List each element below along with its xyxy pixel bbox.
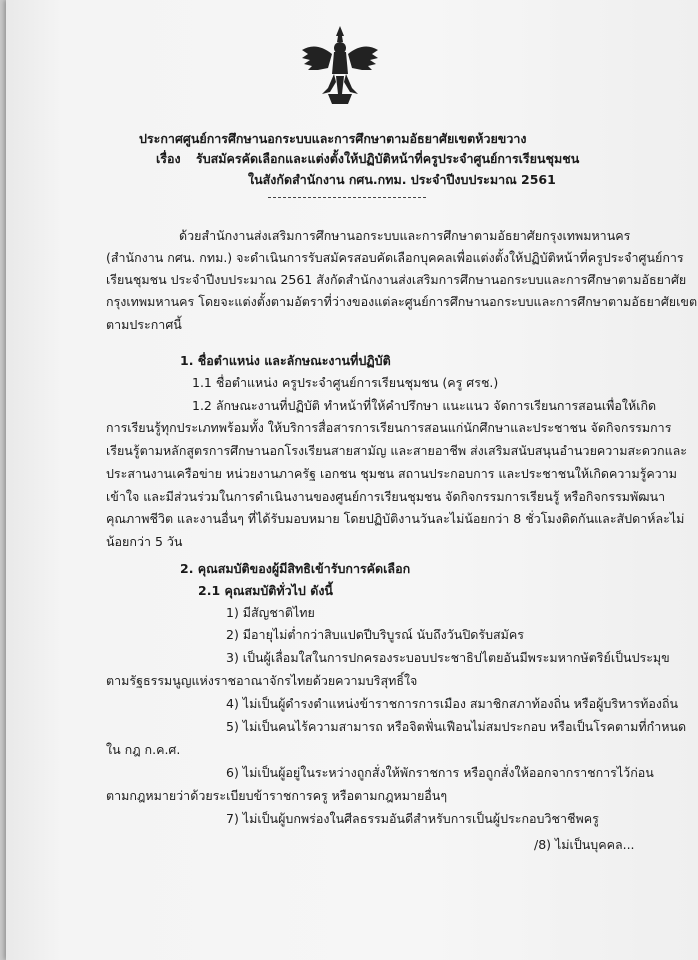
qualification-item: 3) เป็นผู้เลื่อมใสในการปกครองระบอบประชาธิปไตยอันมีพระมหากษัตริย์เป็นประมุข xyxy=(226,650,670,665)
section-1-body-line: 1.2 ลักษณะงานที่ปฏิบัติ ทำหน้าที่ให้คำปรึกษา แนะแนว จัดการเรียนการสอนเพื่อให้เกิด xyxy=(192,398,657,413)
qualification-item: 5) ไม่เป็นคนไร้ความสามารถ หรือจิตฟั่นเฟือนไม่สมประกอบ หรือเป็นโรคตามที่กำหนด xyxy=(226,719,687,734)
section-2-subheading: 2.1 คุณสมบัติทั่วไป ดังนี้ xyxy=(198,583,333,598)
section-2-heading: 2. คุณสมบัติของผู้มีสิทธิเข้ารับการคัดเลือก xyxy=(180,561,411,576)
intro-line: เรียนชุมชน ประจำปีงบประมาณ 2561 สังกัดสำนักงานส่งเสริมการศึกษานอกระบบและการศึกษาตามอัธยาศัย xyxy=(106,272,687,287)
intro-line: กรุงเทพมหานคร โดยจะแต่งตั้งตามอัตราที่ว่างของแต่ละศูนย์การศึกษานอกระบบและการศึกษาตามอัธยาศัยเขต xyxy=(106,294,698,309)
subject-label: เรื่อง xyxy=(156,151,181,166)
section-1-body-line: ประสานงานเครือข่าย หน่วยงานภาครัฐ เอกชน ชุมชน สถานประกอบการ และประชาชนให้เกิดความรู้ความ xyxy=(106,466,678,481)
announcement-subtitle: ในสังกัดสำนักงาน กศน.กทม. ประจำปีงบประมาณ 2561 xyxy=(248,172,556,187)
section-1-item: 1.1 ชื่อตำแหน่ง ครูประจำศูนย์การเรียนชุมชน (ครู ศรช.) xyxy=(192,375,499,390)
qualification-item: ตามรัฐธรรมนูญแห่งราชอาณาจักรไทยด้วยความบริสุทธิ์ใจ xyxy=(106,673,418,688)
section-1-body-line: เข้าใจ และมีส่วนร่วมในการดำเนินงานของศูนย์การเรียนชุมชน จัดกิจกรรมการเรียนรู้ หรือกิจกรรมพัฒนา xyxy=(106,489,666,504)
document-page xyxy=(6,0,698,960)
qualification-item: 6) ไม่เป็นผู้อยู่ในระหว่างถูกสั่งให้พักราชการ หรือถูกสั่งให้ออกจากราชการไว้ก่อน xyxy=(226,765,654,780)
intro-line: (สำนักงาน กศน. กทม.) จะดำเนินการรับสมัครสอบคัดเลือกบุคคลเพื่อแต่งตั้งให้ปฏิบัติหน้าที่ครูประจำศูนย์การ xyxy=(106,250,684,265)
intro-line: ด้วยสำนักงานส่งเสริมการศึกษานอกระบบและการศึกษาตามอัธยาศัยกรุงเทพมหานคร xyxy=(179,228,631,243)
qualification-item: 1) มีสัญชาติไทย xyxy=(226,605,315,620)
page-continuation: /8) ไม่เป็นบุคคล... xyxy=(534,837,635,852)
intro-line: ตามประกาศนี้ xyxy=(106,317,182,332)
announcement-title: ประกาศศูนย์การศึกษานอกระบบและการศึกษาตามอัธยาศัยเขตห้วยขวาง xyxy=(139,131,527,146)
section-1-body-line: น้อยกว่า 5 วัน xyxy=(106,534,183,549)
qualification-item: 2) มีอายุไม่ต่ำกว่าสิบแปดปีบริบูรณ์ นับถึงวันปิดรับสมัคร xyxy=(226,627,524,642)
qualification-item: ตามกฎหมายว่าด้วยระเบียบข้าราชการครู หรือตามกฎหมายอื่นๆ xyxy=(106,788,448,803)
section-1-heading: 1. ชื่อตำแหน่ง และลักษณะงานที่ปฏิบัติ xyxy=(180,353,391,368)
garuda-emblem-icon xyxy=(298,24,382,108)
qualification-item: 7) ไม่เป็นผู้บกพร่องในศีลธรรมอันดีสำหรับการเป็นผู้ประกอบวิชาชีพครู xyxy=(226,811,599,826)
subject-text: รับสมัครคัดเลือกและแต่งตั้งให้ปฏิบัติหน้าที่ครูประจำศูนย์การเรียนชุมชน xyxy=(196,151,580,166)
section-1-body-line: การเรียนรู้ทุกประเภทพร้อมทั้ง ให้บริการสื่อสารการเรียนการสอนแก่นักศึกษาและประชาชน จัดกิจกรรมการ xyxy=(106,420,672,435)
section-1-body-line: คุณภาพชีวิต และงานอื่นๆ ที่ได้รับมอบหมาย โดยปฏิบัติงานวันละไม่น้อยกว่า 8 ชั่วโมงติดกันและสัปดาห์ละไม่ xyxy=(106,511,685,526)
title-divider xyxy=(268,197,426,198)
qualification-item: 4) ไม่เป็นผู้ดำรงตำแหน่งข้าราชการการเมือง สมาชิกสภาท้องถิ่น หรือผู้บริหารท้องถิ่น xyxy=(226,696,679,711)
section-1-body-line: เรียนรู้ตามหลักสูตรการศึกษานอกโรงเรียนสายสามัญ และสายอาชีพ ส่งเสริมสนับสนุนอำนวยความสะดวกและ xyxy=(106,443,688,458)
qualification-item: ใน กฎ ก.ค.ศ. xyxy=(106,742,181,757)
